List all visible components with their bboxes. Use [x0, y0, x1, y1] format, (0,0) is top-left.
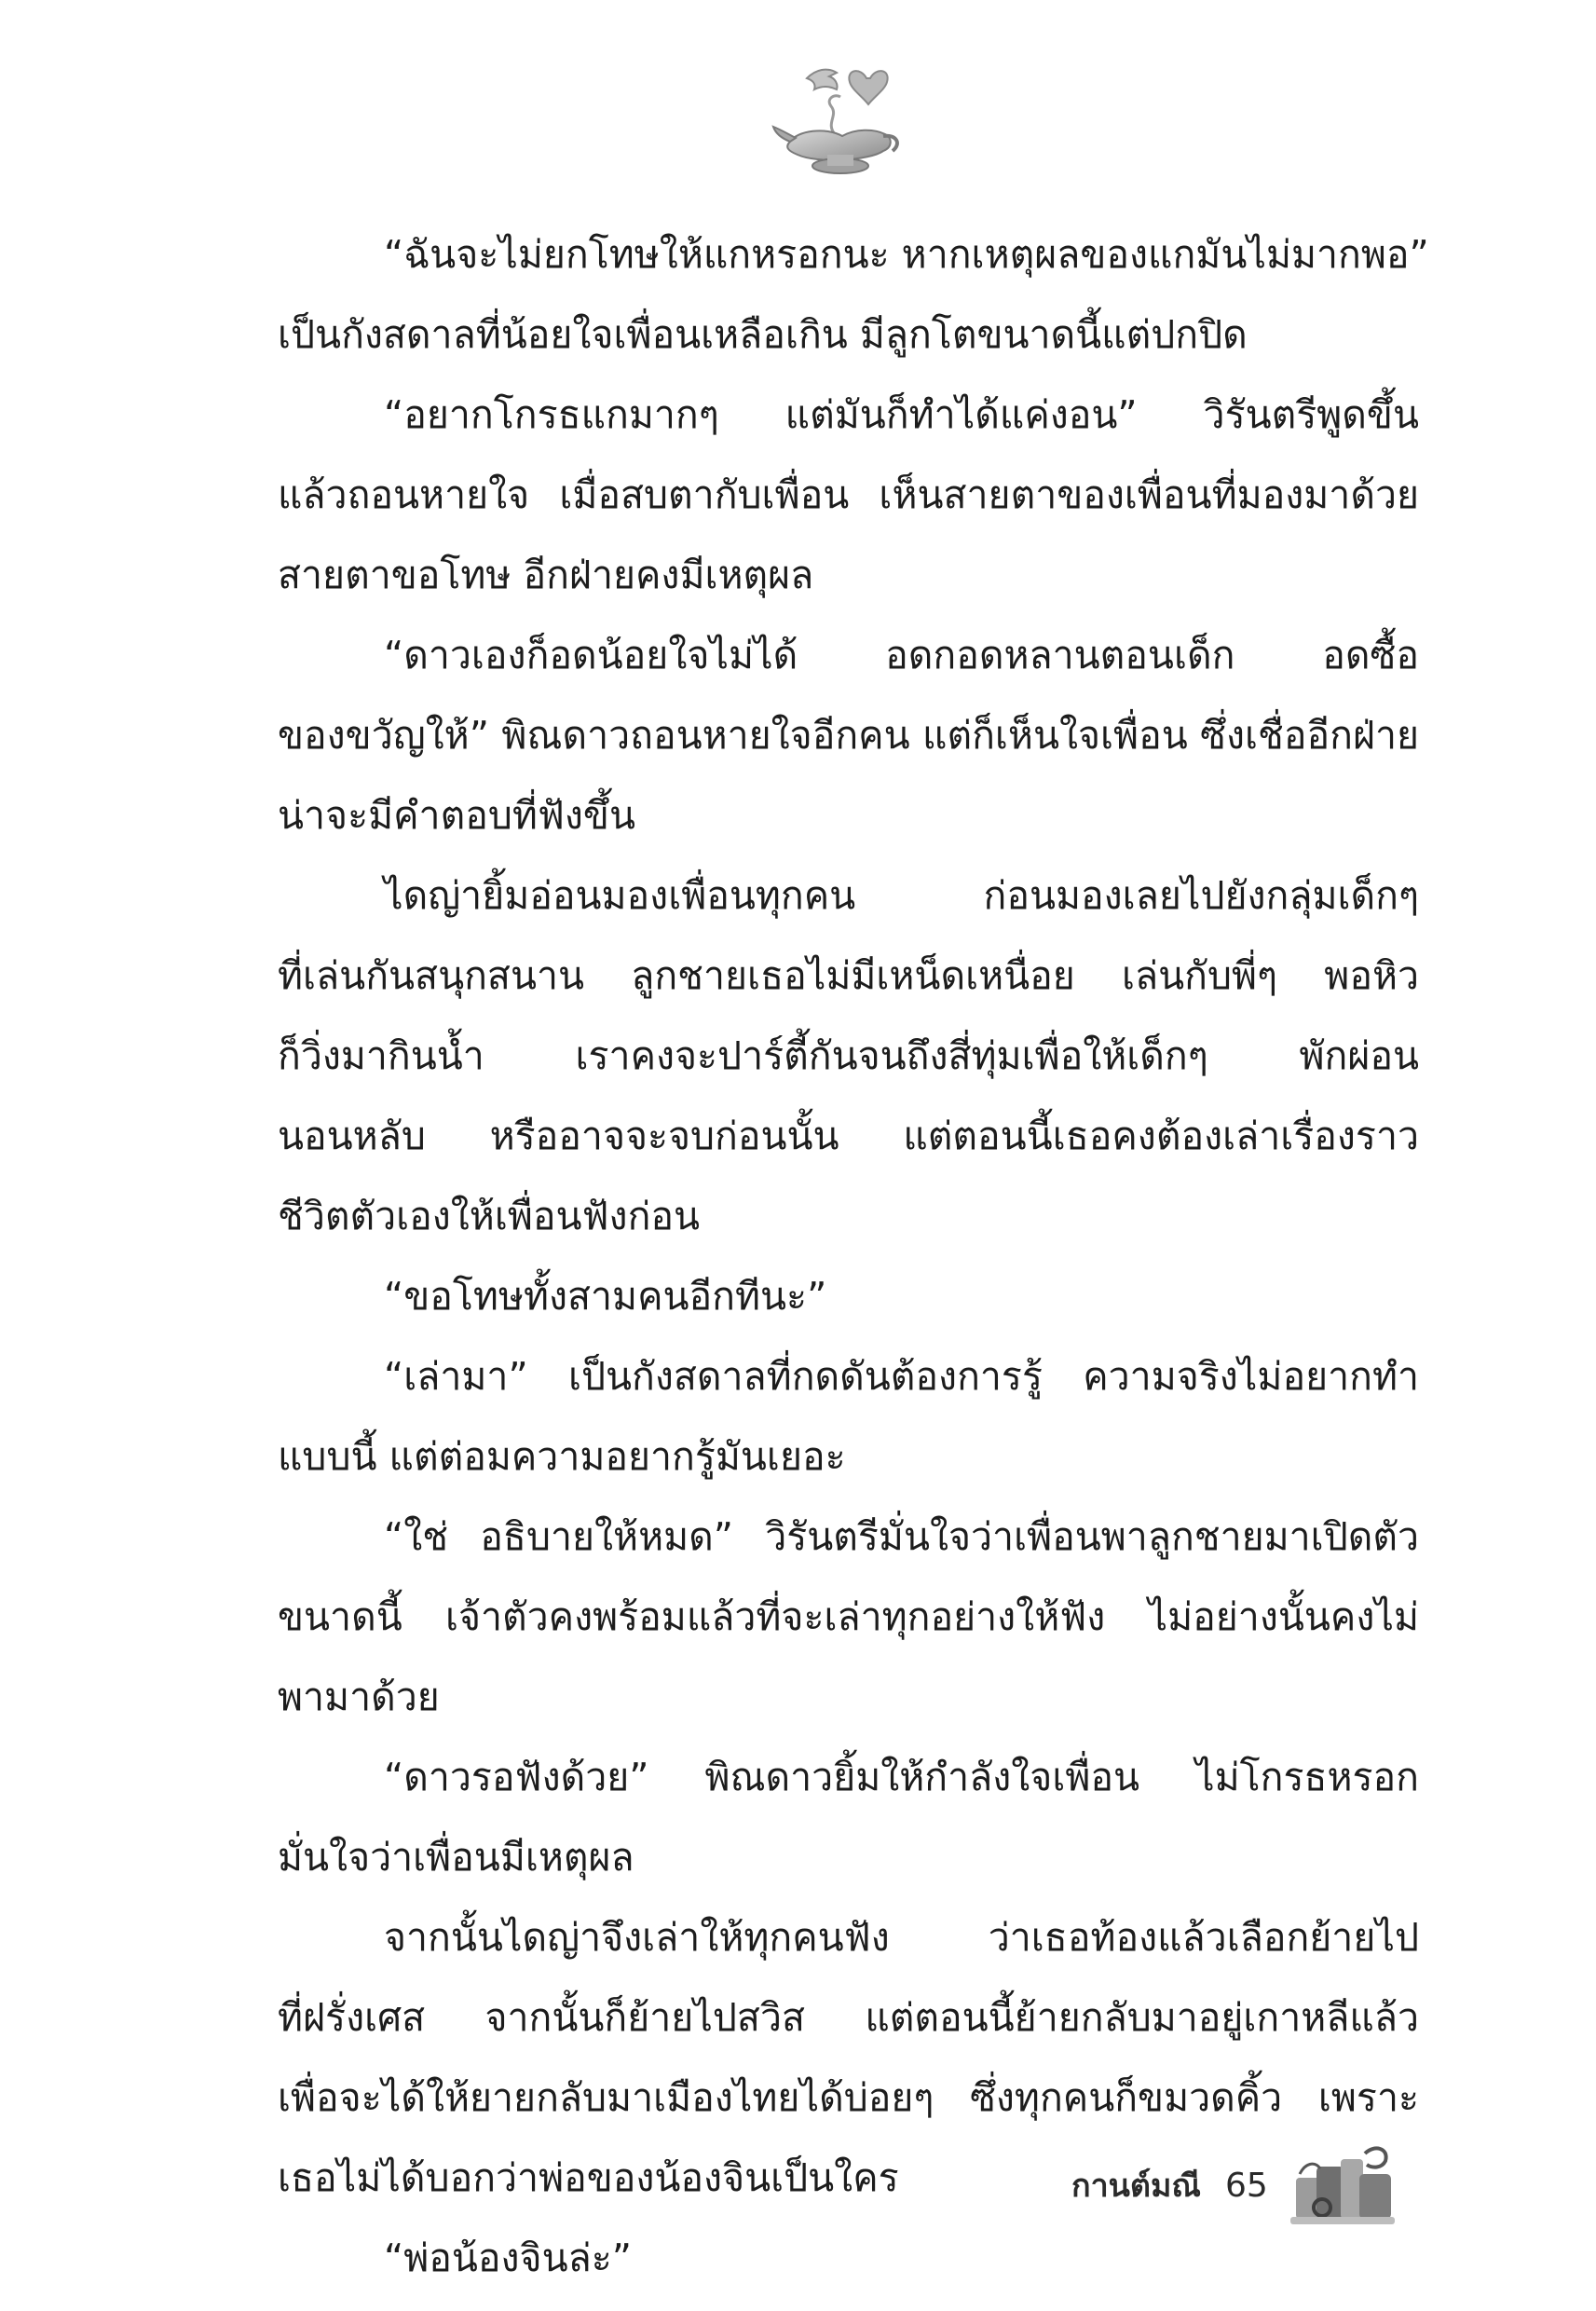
- paragraph-line: ของขวัญให้” พิณดาวถอนหายใจอีกคน แต่ก็เห็นใจเพื่อน ซึ่งเชื่ออีกฝ่าย: [278, 713, 1419, 758]
- paragraph-line: ก็วิ่งมากินน้ำ เราคงจะปาร์ตี้กันจนถึงสี่ทุ่มเพื่อให้เด็กๆ พักผ่อน: [278, 1033, 1419, 1078]
- paragraph-line: น่าจะมีคำตอบที่ฟังขึ้น: [278, 793, 635, 838]
- book-title: กานต์มณี: [1071, 2167, 1201, 2205]
- paragraph-line: “อยากโกรธแกมากๆ แต่มันก็ทำได้แค่งอน” วิรันตรีพูดขึ้น: [384, 392, 1419, 437]
- paragraph-line: แล้วถอนหายใจ เมื่อสบตากับเพื่อน เห็นสายตาของเพื่อนที่มองมาด้วย: [278, 472, 1419, 517]
- paragraph-line: “ฉันจะไม่ยกโทษให้แกหรอกนะ หากเหตุผลของแกมันไม่มากพอ”: [384, 232, 1429, 277]
- page-number: 65: [1224, 2166, 1268, 2205]
- paragraph-line: ที่ฝรั่งเศส จากนั้นก็ย้ายไปสวิส แต่ตอนนี้ย้ายกลับมาอยู่เกาหลีแล้ว: [278, 1995, 1419, 2040]
- paragraph-line: เพื่อจะได้ให้ยายกลับมาเมืองไทยได้บ่อยๆ ซึ่งทุกคนก็ขมวดคิ้ว เพราะ: [278, 2075, 1419, 2120]
- paragraph-line: เป็นกังสดาลที่น้อยใจเพื่อนเหลือเกิน มีลูกโตขนาดนี้แต่ปกปิด: [278, 312, 1248, 357]
- page-footer: [1071, 2134, 1400, 2236]
- decorative-emblem-icon: [1289, 2140, 1400, 2230]
- paragraph-line: ขนาดนี้ เจ้าตัวคงพร้อมแล้วที่จะเล่าทุกอย่างให้ฟัง ไม่อย่างนั้นคงไม่: [278, 1594, 1419, 1639]
- paragraph-line: “ขอโทษทั้งสามคนอีกทีนะ”: [384, 1274, 827, 1319]
- paragraph-line: “ใช่ อธิบายให้หมด” วิรันตรีมั่นใจว่าเพื่อนพาลูกชายมาเปิดตัว: [384, 1514, 1419, 1559]
- paragraph-line: จากนั้นไดญ่าจึงเล่าให้ทุกคนฟัง ว่าเธอท้องแล้วเลือกย้ายไป: [384, 1915, 1419, 1960]
- paragraph-line: “ดาวรอฟังด้วย” พิณดาวยิ้มให้กำลังใจเพื่อน ไม่โกรธหรอก: [384, 1755, 1419, 1799]
- paragraph-line: “เล่ามา” เป็นกังสดาลที่กดดันต้องการรู้ ความจริงไม่อยากทำ: [384, 1354, 1419, 1399]
- paragraph-line: สายตาขอโทษ อีกฝ่ายคงมีเหตุผล: [278, 553, 814, 597]
- paragraph-line: “ดาวเองก็อดน้อยใจไม่ได้ อดกอดหลานตอนเด็ก อดซื้อ: [384, 633, 1419, 677]
- paragraph-line: เธอไม่ได้บอกว่าพ่อของน้องจินเป็นใคร: [278, 2155, 899, 2200]
- paragraph-line: มั่นใจว่าเพื่อนมีเหตุผล: [278, 1835, 634, 1880]
- paragraph-line: พามาด้วย: [278, 1675, 440, 1719]
- paragraph-line: ที่เล่นกันสนุกสนาน ลูกชายเธอไม่มีเหน็ดเหนื่อย เล่นกับพี่ๆ พอหิว: [278, 953, 1419, 998]
- genie-lamp-icon: [770, 50, 906, 181]
- paragraph-line: ไดญ่ายิ้มอ่อนมองเพื่อนทุกคน ก่อนมองเลยไปยังกลุ่มเด็กๆ: [384, 873, 1419, 918]
- paragraph-line: ชีวิตตัวเองให้เพื่อนฟังก่อน: [278, 1194, 701, 1238]
- paragraph-line: “พ่อน้องจินล่ะ”: [384, 2236, 632, 2280]
- paragraph-line: นอนหลับ หรืออาจจะจบก่อนนั้น แต่ตอนนี้เธอคงต้องเล่าเรื่องราว: [278, 1114, 1419, 1158]
- body-text: [278, 214, 1429, 2298]
- paragraph-line: แบบนี้ แต่ต่อมความอยากรู้มันเยอะ: [278, 1434, 846, 1479]
